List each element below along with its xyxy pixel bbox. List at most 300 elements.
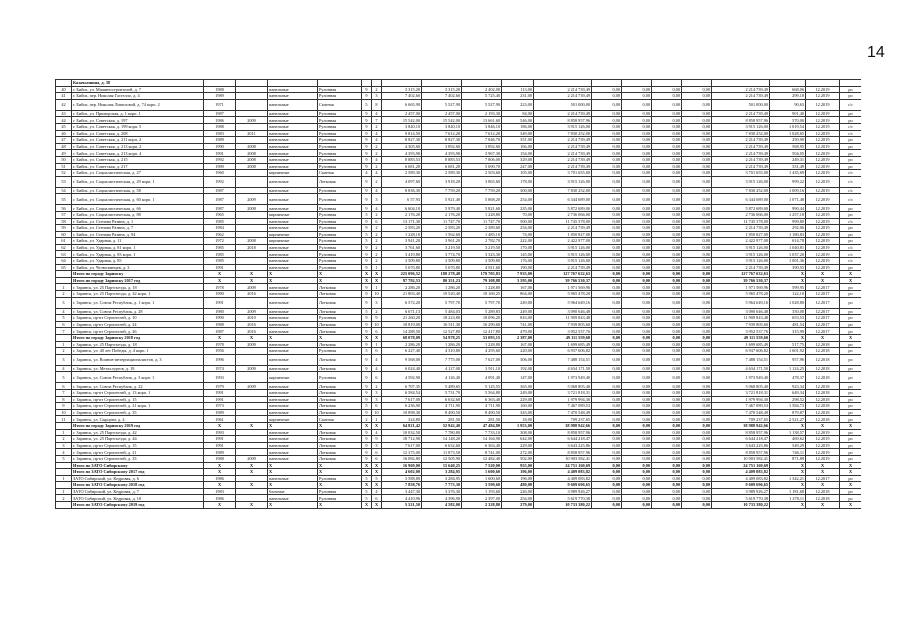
cell-people: 249,00 xyxy=(502,389,534,396)
cell-living: 3 840,10 xyxy=(422,123,462,130)
cell-living: 15 542,00 xyxy=(422,117,462,124)
cell-area: 6 236,90 xyxy=(382,403,422,410)
cell-address: г. Бийск, ул. Советская, д. 213 корп. 2 xyxy=(72,143,204,150)
cell-f1 xyxy=(592,80,622,87)
cell-way: ро xyxy=(840,150,862,157)
cell-roof: Лотковая xyxy=(318,291,362,298)
cell-roof: Рулонная xyxy=(318,251,362,258)
cell-f4: 0,00 xyxy=(682,455,712,462)
cell-year: 1993 xyxy=(204,429,236,436)
cell-ent: 3 xyxy=(372,442,382,449)
cell-f2: 0,00 xyxy=(622,354,652,365)
cell-area: 13 171,30 xyxy=(382,218,422,225)
cell-term: 12.2019 xyxy=(806,130,840,137)
cell-area: 5 670,80 xyxy=(382,264,422,271)
cell-cost: 7 939 805,60 xyxy=(534,321,592,328)
cell-res: 3 323,30 xyxy=(462,251,502,258)
table-row xyxy=(56,455,862,462)
cell-total: 8 858 957,96 xyxy=(712,449,770,456)
cell-way: ро xyxy=(840,383,862,390)
cell-roof: Рулонная xyxy=(318,93,362,100)
cell-f2: 0,00 xyxy=(622,130,652,137)
cell-area: 6 57,93 xyxy=(382,194,422,205)
cell-f2: 0,00 xyxy=(622,488,652,495)
cell-f3 xyxy=(652,80,682,87)
cell-n: 55 xyxy=(56,194,72,205)
cell-cost: 7 830 252,00 xyxy=(534,187,592,194)
cell-res: 7 846,70 xyxy=(462,137,502,144)
cell-wall: панельные xyxy=(268,429,318,436)
cell-f3: 0,00 xyxy=(652,315,682,322)
cell-people: 3 595,00 xyxy=(502,277,534,284)
cell-roof: Лотковая xyxy=(318,442,362,449)
cell-res: 3 509,80 xyxy=(462,258,502,265)
cell-unit: 299,18 xyxy=(770,93,806,100)
cell-roof: Рулонная xyxy=(318,372,362,383)
cell-f4: 0,00 xyxy=(682,372,712,383)
cell-living: 5 484,03 xyxy=(422,308,462,315)
cell-living: 5 979,40 xyxy=(422,205,462,212)
cell-address: ЗАТО Сибирский, ул. Кедровая, д. 7 xyxy=(72,488,204,495)
cell-f4: 0,00 xyxy=(682,156,712,163)
cell-address: г. Заринск, ул. Союза Республик, д. 3 корп. 1 xyxy=(72,372,204,383)
cell-f3: 0,00 xyxy=(652,389,682,396)
cell-unit: 923,34 xyxy=(770,383,806,390)
cell-ent: X xyxy=(372,462,382,469)
cell-total: 2 422 977,00 xyxy=(712,238,770,245)
cell-f2: 0,00 xyxy=(622,93,652,100)
cell-living: 4 127,00 xyxy=(422,365,462,372)
cell-address: г. Бийск, пер. Николая Липиловой, д. 74 корп. 2 xyxy=(72,99,204,110)
cell-living: 14 148,20 xyxy=(422,436,462,443)
cell-total: 7 470 548,49 xyxy=(712,409,770,416)
cell-total: 3 915 126,00 xyxy=(712,244,770,251)
cell-f3: 0,00 xyxy=(652,462,682,469)
cell-fl: 9 xyxy=(362,409,372,416)
cell-total: 2 214 739,49 xyxy=(712,93,770,100)
cell-wall: панельные xyxy=(268,389,318,396)
table-row xyxy=(56,297,862,308)
cell-roof: Рулонная xyxy=(318,187,362,194)
cell-f1: 0,00 xyxy=(592,341,622,348)
cell-rep: 2016 xyxy=(236,321,268,328)
cell-ent: 4 xyxy=(372,137,382,144)
cell-f2: 0,00 xyxy=(622,123,652,130)
cell-unit: 517,75 xyxy=(770,341,806,348)
cell-cost: 39 766 530,37 xyxy=(534,277,592,284)
cell-living: 7 775,00 xyxy=(422,354,462,365)
cell-term: 12.2019 xyxy=(806,170,840,177)
cell-f1: 0,00 xyxy=(592,137,622,144)
cell-address: г. Заринск, ул. 40 лет Победы, д. 4 корп. 1 xyxy=(72,348,204,355)
cell-rep xyxy=(236,93,268,100)
cell-f4: 0,00 xyxy=(682,341,712,348)
cell-roof: Лотковая xyxy=(318,455,362,462)
cell-wall: кирпичные xyxy=(268,211,318,218)
cell-address: г. Заринск, ул. Союза Республик, д. 1 корп. 1 xyxy=(72,297,204,308)
cell-rep: X xyxy=(236,469,268,476)
cell-living: 19 520,40 xyxy=(422,291,462,298)
cell-wall: панельные xyxy=(268,163,318,170)
cell-f1: 0,00 xyxy=(592,462,622,469)
cell-f2: 0,00 xyxy=(622,502,652,509)
cell-total: 3 701 655,00 xyxy=(712,170,770,177)
cell-f4: 0,00 xyxy=(682,365,712,372)
cell-total: 49 111 559,60 xyxy=(712,335,770,342)
cell-roof: Рулонная xyxy=(318,86,362,93)
cell-f3: 0,00 xyxy=(652,110,682,117)
cell-term: 12.2017 xyxy=(806,284,840,291)
cell-f3: 0,00 xyxy=(652,365,682,372)
table-row xyxy=(56,409,862,416)
table-row xyxy=(56,163,862,170)
cell-res: 5 821,60 xyxy=(462,205,502,212)
table-row xyxy=(56,396,862,403)
cell-res: 53 093,15 xyxy=(462,335,502,342)
cell-roof: Рулонная xyxy=(318,488,362,495)
cell-year: X xyxy=(204,271,236,278)
cell-roof: Лотковая xyxy=(318,354,362,365)
cell-res: 1 485,10 xyxy=(462,231,502,238)
cell-total: 7 830 252,00 xyxy=(712,187,770,194)
cell-people: 70,00 xyxy=(502,211,534,218)
cell-way: ро xyxy=(840,455,862,462)
cell-f1: 0,00 xyxy=(592,365,622,372)
cell-area: 97 792,53 xyxy=(382,277,422,284)
cell-f4: 0,00 xyxy=(682,99,712,110)
cell-total: 2 736 066,00 xyxy=(712,211,770,218)
cell-f3: 0,00 xyxy=(652,225,682,232)
cell-roof: Рулонная xyxy=(318,264,362,271)
table-row xyxy=(56,93,862,100)
cell-term: 12.2019 xyxy=(806,442,840,449)
cell-f2: 0,00 xyxy=(622,403,652,410)
cell-living: 4 310,80 xyxy=(422,348,462,355)
cell-year: 1985 xyxy=(204,251,236,258)
cell-address: г. Бийск, ул. Степана Разина, д. 1 xyxy=(72,218,204,225)
cell-fl: 9 xyxy=(362,365,372,372)
cell-total: 2 214 739,49 xyxy=(712,225,770,232)
cell-year: 1991 xyxy=(204,436,236,443)
cell-way: ро xyxy=(840,238,862,245)
cell-f1: 0,00 xyxy=(592,143,622,150)
table-row xyxy=(56,156,862,163)
cell-ent: 6 xyxy=(372,403,382,410)
cell-ent: 6 xyxy=(372,348,382,355)
cell-rep xyxy=(236,110,268,117)
cell-res: 179 705,83 xyxy=(462,271,502,278)
cell-f3: 0,00 xyxy=(652,194,682,205)
cell-way: ро xyxy=(840,396,862,403)
cell-res: 4 091,40 xyxy=(462,372,502,383)
table-row xyxy=(56,475,862,482)
table-row xyxy=(56,284,862,291)
cell-year: 1987 xyxy=(204,328,236,335)
cell-way: ро xyxy=(840,348,862,355)
cell-address: г. Заринск, пр-кт Строителей, д. 24 xyxy=(72,321,204,328)
cell-cost: 4 409 083,82 xyxy=(534,475,592,482)
cell-n: 45 xyxy=(56,123,72,130)
cell-wall: панельные xyxy=(268,123,318,130)
table-row xyxy=(56,389,862,396)
cell-f4: 0,00 xyxy=(682,117,712,124)
cell-res: 3 219,50 xyxy=(462,244,502,251)
cell-ent: 2 xyxy=(372,383,382,390)
cell-f2: 0,00 xyxy=(622,258,652,265)
cell-area: 3 509,80 xyxy=(382,258,422,265)
cell-rep xyxy=(236,123,268,130)
cell-ent: 9 xyxy=(372,436,382,443)
cell-rep xyxy=(236,211,268,218)
cell-living: 1 286,20 xyxy=(422,284,462,291)
cell-area: 2 176,20 xyxy=(382,211,422,218)
cell-n: 40 xyxy=(56,86,72,93)
cell-wall: панельные xyxy=(268,396,318,403)
cell-f4: 0,00 xyxy=(682,238,712,245)
cell-ent: 1 xyxy=(372,341,382,348)
cell-f2: 0,00 xyxy=(622,328,652,335)
cell-n: 10 xyxy=(56,409,72,416)
cell-cost: 10 903 582,41 xyxy=(534,455,592,462)
cell-n xyxy=(56,469,72,476)
cell-res: 7 759,20 xyxy=(462,187,502,194)
cell-ent: 2 xyxy=(372,308,382,315)
cell-people: 955,00 xyxy=(502,462,534,469)
cell-address: г. Бийск, ул. Степана Разина, д. 94 xyxy=(72,231,204,238)
cell-total: 7 467 089,53 xyxy=(712,403,770,410)
cell-address: Итого по ЗАТО Сибирскому 2019 год xyxy=(72,502,204,509)
cell-people: 249,00 xyxy=(502,308,534,315)
cell-f4: 0,00 xyxy=(682,403,712,410)
cell-people: 229,00 xyxy=(502,396,534,403)
cell-ent: 2 xyxy=(372,123,382,130)
cell-address: г. Заринск, ул. Металлургов, д. 18 xyxy=(72,365,204,372)
cell-roof: Рулонная xyxy=(318,163,362,170)
cell-people: 223,00 xyxy=(502,99,534,110)
cell-roof: Лотковая xyxy=(318,297,362,308)
cell-f3: 0,00 xyxy=(652,170,682,177)
cell-f2: 0,00 xyxy=(622,442,652,449)
cell-wall: панельные xyxy=(268,143,318,150)
cell-term: 12.2017 xyxy=(806,297,840,308)
cell-n: 3 xyxy=(56,297,72,308)
cell-cost: 5 872 689,00 xyxy=(534,205,592,212)
cell-rep: 2009 xyxy=(236,194,268,205)
cell-year: 1986 xyxy=(204,475,236,482)
cell-roof: X xyxy=(318,277,362,284)
cell-res: 1 228,80 xyxy=(462,341,502,348)
cell-unit: 568,95 xyxy=(770,143,806,150)
cell-area: 4 305,60 xyxy=(382,143,422,150)
cell-roof: Рулонная xyxy=(318,194,362,205)
cell-people: 190,00 xyxy=(502,264,534,271)
cell-way: ро xyxy=(840,416,862,423)
cell-total: 5 619 770,38 xyxy=(712,495,770,502)
table-row xyxy=(56,488,862,495)
cell-people: 222,00 xyxy=(502,238,534,245)
cell-f2: 0,00 xyxy=(622,475,652,482)
cell-ent: X xyxy=(372,422,382,429)
cell-living: 6 681,20 xyxy=(422,163,462,170)
cell-area: 2 589,30 xyxy=(382,170,422,177)
table-row xyxy=(56,495,862,502)
cell-n: 63 xyxy=(56,251,72,258)
cell-f4: 0,00 xyxy=(682,409,712,416)
cell-roof: Лотковая xyxy=(318,328,362,335)
cell-unit: 549,29 xyxy=(770,442,806,449)
cell-area: 7 858,76 xyxy=(382,482,422,489)
cell-people: 7 935,00 xyxy=(502,271,534,278)
cell-term: 12.2018 xyxy=(806,389,840,396)
cell-way: ро xyxy=(840,365,862,372)
cell-area: 6 681,20 xyxy=(382,163,422,170)
cell-year: 1987 xyxy=(204,194,236,205)
cell-wall: панельные xyxy=(268,194,318,205)
cell-total: 3 643 225,86 xyxy=(712,442,770,449)
cell-rep xyxy=(236,396,268,403)
cell-f3: 0,00 xyxy=(652,495,682,502)
cell-living: 8 883,53 xyxy=(422,156,462,163)
cell-year: 1972 xyxy=(204,238,236,245)
cell-n: 5 xyxy=(56,372,72,383)
cell-wall: панельные xyxy=(268,187,318,194)
cell-total: 1 979 994,30 xyxy=(712,396,770,403)
cell-f2: 0,00 xyxy=(622,462,652,469)
cell-cost: 3 915 126,00 xyxy=(534,244,592,251)
cell-cost: 5 068 805,40 xyxy=(534,383,592,390)
cell-wall: панельные xyxy=(268,258,318,265)
cell-cost: 6 937 606,82 xyxy=(534,348,592,355)
cell-cost: 6 344 689,00 xyxy=(534,194,592,205)
cell-way: X xyxy=(840,462,862,469)
cell-f2: 0,00 xyxy=(622,436,652,443)
cell-area: 7 617,00 xyxy=(382,396,422,403)
table-row xyxy=(56,348,862,355)
cell-ent: 2 xyxy=(372,244,382,251)
cell-area: 324,80 xyxy=(382,416,422,423)
cell-roof: Рулонная xyxy=(318,244,362,251)
cell-f4: 0,00 xyxy=(682,225,712,232)
cell-address: г. Бийск, пер. Николая Гастелло, д. 4 xyxy=(72,93,204,100)
cell-f2: 0,00 xyxy=(622,416,652,423)
cell-f2: 0,00 xyxy=(622,335,652,342)
cell-f2: 0,00 xyxy=(622,482,652,489)
cell-year: 1986 xyxy=(204,117,236,124)
cell-fl: 9 xyxy=(362,396,372,403)
cell-wall: панельные xyxy=(268,93,318,100)
cell-people: 231,00 xyxy=(502,93,534,100)
cell-f4: 0,00 xyxy=(682,271,712,278)
cell-cost: 5 964 649,16 xyxy=(534,297,592,308)
cell-cost: 501 000,00 xyxy=(534,99,592,110)
cell-f1: 0,00 xyxy=(592,205,622,212)
cell-f4 xyxy=(682,80,712,87)
cell-people: 254,00 xyxy=(502,194,534,205)
cell-f2: 0,00 xyxy=(622,211,652,218)
cell-way: с/с xyxy=(840,244,862,251)
cell-f4: 0,00 xyxy=(682,462,712,469)
cell-rep: 2009 xyxy=(236,117,268,124)
cell-area: 225 096,52 xyxy=(382,271,422,278)
cell-year: 1979 xyxy=(204,383,236,390)
cell-people: 480,00 xyxy=(502,482,534,489)
cell-f4: 0,00 xyxy=(682,251,712,258)
cell-f2: 0,00 xyxy=(622,264,652,271)
cell-year: 1988 xyxy=(204,123,236,130)
cell-fl: X xyxy=(362,502,372,509)
table-row xyxy=(56,244,862,251)
cell-f3: 0,00 xyxy=(652,297,682,308)
cell-ent: 4 xyxy=(372,156,382,163)
cell-term: 12.2019 xyxy=(806,163,840,170)
cell-term: 12.2019 xyxy=(806,251,840,258)
cell-res: 1 193,60 xyxy=(462,488,502,495)
cell-res: 5 564,80 xyxy=(462,389,502,396)
cell-f4: 0,00 xyxy=(682,194,712,205)
table-row xyxy=(56,231,862,238)
table-row xyxy=(56,170,862,177)
cell-way: с/с xyxy=(840,130,862,137)
cell-wall: панельные xyxy=(268,449,318,456)
cell-ent: 2 xyxy=(372,258,382,265)
cell-wall: панельные xyxy=(268,291,318,298)
cell-term: 12.2019 xyxy=(806,244,840,251)
cell-f1: 0,00 xyxy=(592,495,622,502)
cell-f3: 0,00 xyxy=(652,251,682,258)
cell-total: 1 973 949,40 xyxy=(712,372,770,383)
cell-roof: X xyxy=(318,422,362,429)
cell-f3: 0,00 xyxy=(652,328,682,335)
cell-way: ро xyxy=(840,429,862,436)
cell-address: Казачьешина, д. 38 xyxy=(72,80,204,87)
cell-ent: 4 xyxy=(372,429,382,436)
cell-area: 16 969,00 xyxy=(382,462,422,469)
cell-total: 9 609 696,65 xyxy=(712,482,770,489)
cell-res: 3 911,10 xyxy=(462,365,502,372)
cell-ent: 1 xyxy=(372,264,382,271)
cell-year: 1985 xyxy=(204,258,236,265)
cell-rep xyxy=(236,348,268,355)
cell-area: 8 836,30 xyxy=(382,187,422,194)
cell-unit: 90,63 xyxy=(770,99,806,110)
cell-rep xyxy=(236,488,268,495)
cell-area: 9 568,00 xyxy=(382,354,422,365)
cell-f3: 0,00 xyxy=(652,348,682,355)
cell-f1: 0,00 xyxy=(592,502,622,509)
cell-f1: 0,00 xyxy=(592,218,622,225)
cell-way: с/с xyxy=(840,176,862,187)
cell-f1: 0,00 xyxy=(592,455,622,462)
cell-term: 12.2019 xyxy=(806,123,840,130)
cell-f1: 0,00 xyxy=(592,469,622,476)
cell-term: 12.2019 xyxy=(806,117,840,124)
cell-cost: 1 973 949,40 xyxy=(534,372,592,383)
cell-cost: 8 858 957,96 xyxy=(534,449,592,456)
cell-living: 11 873,50 xyxy=(422,449,462,456)
cell-unit: 504,05 xyxy=(770,150,806,157)
cell-n: 42 xyxy=(56,99,72,110)
cell-n: 49 xyxy=(56,150,72,157)
table-row xyxy=(56,442,862,449)
cell-n: 1 xyxy=(56,488,72,495)
cell-f3: 0,00 xyxy=(652,163,682,170)
cell-way: ро xyxy=(840,328,862,335)
cell-fl: X xyxy=(362,462,372,469)
cell-ent: 4 xyxy=(372,170,382,177)
cell-rep: X xyxy=(236,502,268,509)
cell-wall: кирпичные xyxy=(268,231,318,238)
cell-people: 229,00 xyxy=(502,442,534,449)
